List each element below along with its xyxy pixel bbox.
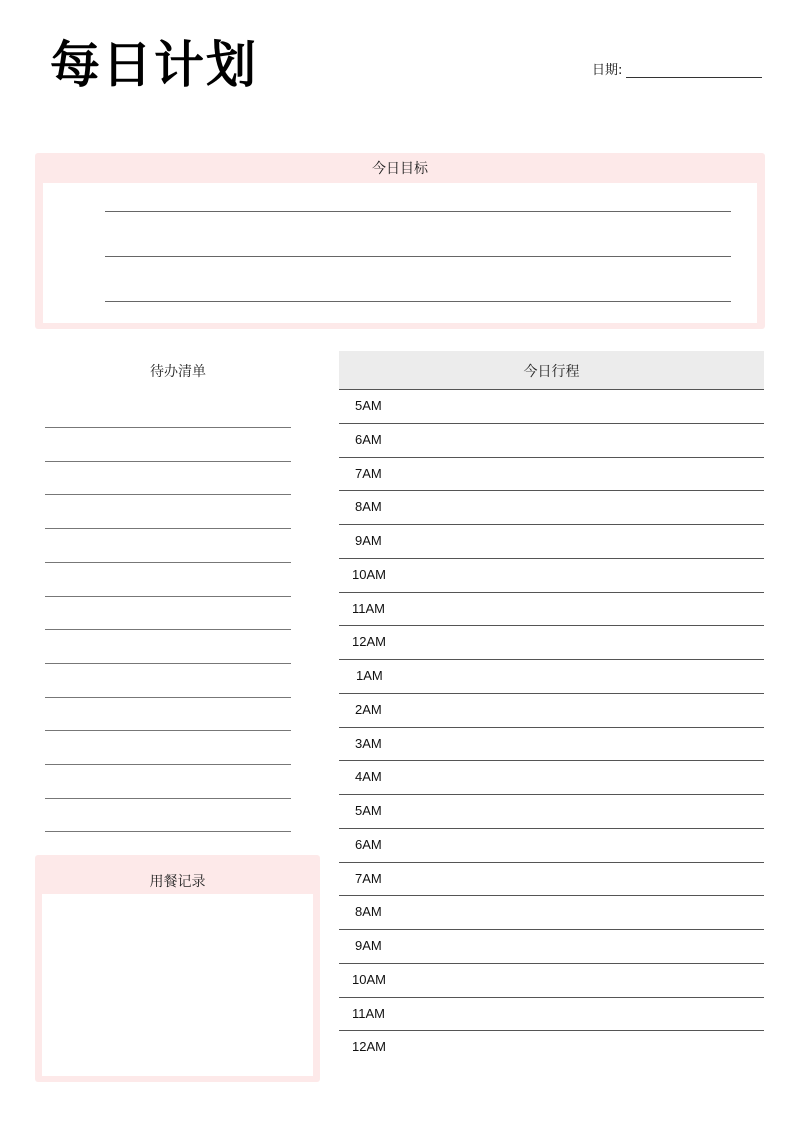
schedule-time: 2AM [355,701,382,717]
todo-line[interactable] [45,562,291,563]
todo-line[interactable] [45,461,291,462]
todo-line[interactable] [45,697,291,698]
schedule-row[interactable] [339,525,764,559]
schedule-time: 12AM [352,634,386,650]
schedule-row[interactable] [339,896,764,930]
schedule-time: 3AM [355,735,382,751]
schedule-time: 12AM [352,1039,386,1055]
schedule-row[interactable] [339,1031,764,1065]
goal-line[interactable] [105,256,731,257]
schedule-row[interactable] [339,660,764,694]
todo-line[interactable] [45,528,291,529]
schedule-time: 5AM [355,398,382,413]
schedule-time: 8AM [355,499,382,515]
todo-line[interactable] [45,596,291,597]
page-title: 每日计划 [50,36,258,94]
schedule-row[interactable] [339,829,764,863]
meal-area[interactable] [42,894,313,1076]
schedule-row[interactable] [339,559,764,593]
schedule-row[interactable] [339,964,764,998]
goals-area[interactable] [43,183,757,323]
schedule-time: 4AM [355,769,382,785]
schedule-time: 11AM [352,600,385,616]
schedule-time: 7AM [355,465,382,481]
goals-section [35,153,765,329]
todo-heading: 待办清单 [150,364,206,380]
date-underline[interactable] [626,77,762,78]
schedule-row[interactable] [339,593,764,627]
schedule-row[interactable] [339,998,764,1032]
schedule-time: 11AM [352,1005,385,1021]
todo-line[interactable] [45,629,291,630]
schedule-row[interactable] [339,458,764,492]
schedule-row[interactable] [339,795,764,829]
schedule-time: 9AM [355,938,382,953]
goal-line[interactable] [105,301,731,302]
todo-line[interactable] [45,831,291,832]
todo-line[interactable] [45,663,291,664]
meal-section [35,855,320,1082]
schedule-row[interactable] [339,424,764,458]
schedule-time: 1AM [356,668,383,683]
date-field[interactable] [592,62,762,80]
schedule-time: 10AM [352,566,386,582]
schedule-time: 10AM [352,971,386,987]
goal-line[interactable] [105,211,731,212]
schedule-row[interactable] [339,728,764,762]
schedule-row[interactable] [339,390,764,424]
todo-line[interactable] [45,764,291,765]
schedule-row[interactable] [339,694,764,728]
schedule-header [339,351,764,390]
meal-heading: 用餐记录 [149,874,206,890]
schedule-row[interactable] [339,930,764,964]
schedule-row[interactable] [339,761,764,795]
schedule-time: 8AM [355,904,382,920]
todo-line[interactable] [45,730,291,731]
schedule-time: 7AM [355,870,382,886]
schedule-row[interactable] [339,626,764,660]
todo-line[interactable] [45,798,291,799]
todo-line[interactable] [45,427,291,428]
goals-heading: 今日目标 [372,161,428,177]
schedule-time: 6AM [355,836,382,852]
schedule-row[interactable] [339,491,764,525]
date-label: 日期: [592,63,623,78]
todo-line[interactable] [45,494,291,495]
schedule-heading: 今日行程 [523,364,580,380]
schedule-row[interactable] [339,863,764,897]
schedule-time: 5AM [355,803,382,818]
schedule-time: 9AM [355,533,382,548]
schedule-time: 6AM [355,431,382,447]
